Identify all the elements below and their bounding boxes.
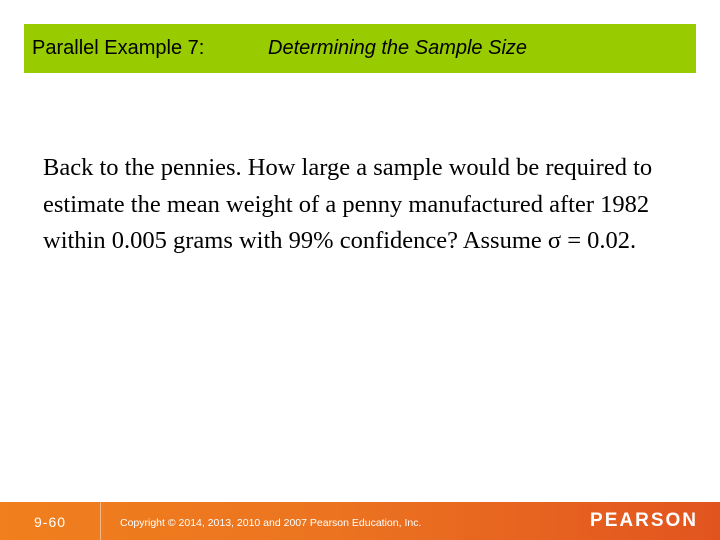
problem-statement: Back to the pennies. How large a sample would be required to estimate the mean weight of a penny manufactured after 1982 within 0.005 grams with 99% confidence? Assume σ = 0.02. [43, 154, 653, 254]
example-topic: Determining the Sample Size [268, 37, 528, 59]
slide-title-bar [24, 24, 696, 73]
copyright-notice: Copyright © 2014, 2013, 2010 and 2007 Pearson Education, Inc. [120, 517, 422, 529]
pearson-logo: PEARSON [590, 510, 698, 531]
slide-footer [0, 502, 720, 540]
slide-number: 9-60 [34, 514, 67, 530]
example-label: Parallel Example 7: [32, 37, 205, 59]
footer-divider [100, 502, 101, 540]
